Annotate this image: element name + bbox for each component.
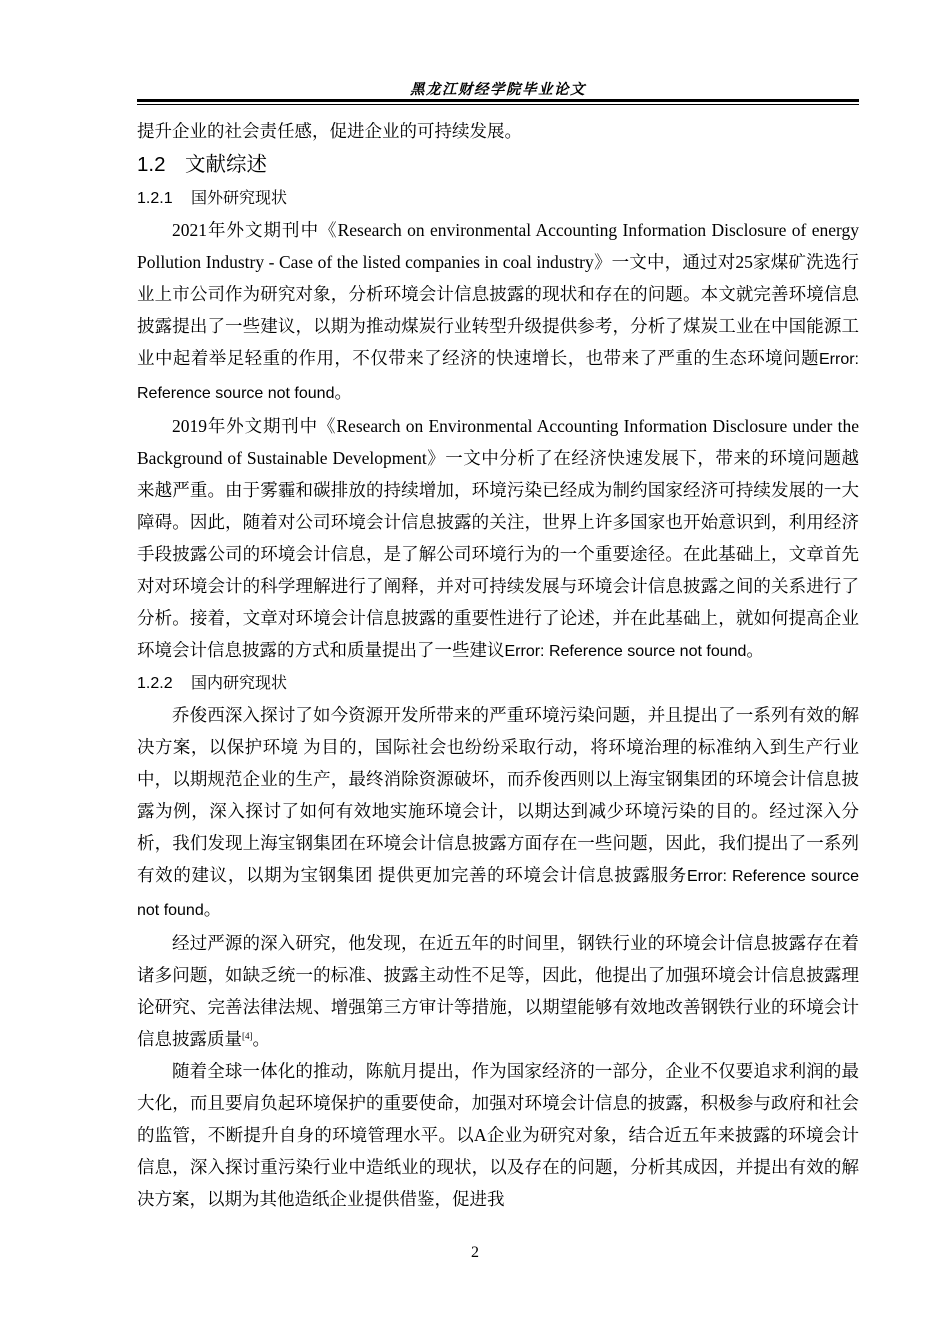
section-number: 1.2 [137,153,166,176]
paragraph-end: 。 [252,1029,270,1049]
section-number: 1.2.1 [137,190,173,207]
section-title: 国内研究现状 [191,675,288,692]
section-heading-1-2 [137,147,859,183]
paragraph-yan-yuan [137,927,859,1055]
paragraph-qiao-junxi [137,699,859,927]
paragraph-end: 。 [746,640,764,660]
section-title: 国外研究现状 [191,190,288,207]
section-title: 文献综述 [185,153,267,176]
reference-error: Error: Reference source not found [137,351,859,402]
page-number: 2 [471,1244,479,1261]
paragraph-text: 乔俊西深入探讨了如今资源开发所带来的严重环境污染问题，并且提出了一系列有效的解决方案，以保护环境 为目的，国际社会也纷纷采取行动，将环境治理的标准纳入到生产行业中，以期规范企业的生产，最终消除资源破坏，而乔俊西则以上海宝钢集团的环境会计信息披露为例，深入探讨了如何有效地实施环境会计，以期达到减少环境污染的目的。经过深入分析，我们发现上海宝钢集团在环境会计信息披露方面存在一些问题，因此，我们提出了一系列有效的建议，以期为宝钢集团 提供更加完善的环境会计信息披露服务 [137,705,859,885]
header-rule-thick [137,99,859,102]
header-rule-thin [137,104,859,105]
paragraph-text: 经过严源的深入研究，他发现，在近五年的时间里，钢铁行业的环境会计信息披露存在着诸多问题，如缺乏统一的标准、披露主动性不足等，因此，他提出了加强环境会计信息披露理论研究、完善法律法规、增强第三方审计等措施，以期望能够有效地改善钢铁行业的环境会计信息披露质量 [137,933,859,1049]
paragraph-chen-hangyue: 随着全球一体化的推动，陈航月提出，作为国家经济的一部分，企业不仅要追求利润的最大化，而且要肩负起环境保护的重要使命，加强对环境会计信息的披露，积极参与政府和社会的监管，不断提升自身的环境管理水平。以A企业为研究对象，结合近五年来披露的环境会计信息，深入探讨重污染行业中造纸业的现状，以及存在的问题，分析其成因，并提出有效的解决方案，以期为其他造纸企业提供借鉴，促进我 [137,1061,859,1209]
paragraph-continued: 提升企业的社会责任感，促进企业的可持续发展。 [137,121,522,141]
section-heading-1-2-2 [137,668,859,699]
page-body [137,115,859,1215]
section-heading-1-2-1 [137,183,859,214]
reference-error: Error: Reference source not found [504,643,747,660]
reference-error: Error: Reference source not found [137,868,859,919]
paragraph-end: 。 [334,382,352,402]
citation-superscript: [4] [242,1031,253,1041]
paragraph-foreign-2021 [137,214,859,410]
paragraph-foreign-2019 [137,410,859,668]
paragraph-end: 。 [203,899,222,919]
paragraph-text: 2019年外文期刊中《Research on Environmental Accounting Information Disclosure under the Background of Sustainable Development》一文中分析了在经济快速发展下，带来的环境问题越来越严重。由于雾霾和碳排放的持续增加，环境污染已经成为制约国家经济可持续发展的一大障碍。因此，随着对公司环境会计信息披露的关注，世界上许多国家也开始意识到，利用经济手段披露公司的环境会计信息，是了解公司环境行为的一个重要途径。在此基础上，文章首先对对环境会计的科学理解进行了阐释，并对可持续发展与环境会计信息披露之间的关系进行了分析。接着，文章对环境会计信息披露的重要性进行了论述，并在此基础上，就如何提高企业环境会计信息披露的方式和质量提出了一些建议 [137,416,859,660]
header-title: 黑龙江财经学院毕业论文 [410,82,586,98]
paragraph-text: 2021年外文期刊中《Research on environmental Accounting Information Disclosure of energy Pollution Industry - Case of the listed companies in coal industry》一文中，通过对25家煤矿洗选行业上市公司作为研究对象，分析环境会计信息披露的现状和存在的问题。本文就完善环境信息披露提出了一些建议，以期为推动煤炭行业转型升级提供参考，分析了煤炭工业在中国能源工业中起着举足轻重的作用，不仅带来了经济的快速增长，也带来了严重的生态环境问题 [137,220,859,368]
section-number: 1.2.2 [137,675,173,692]
